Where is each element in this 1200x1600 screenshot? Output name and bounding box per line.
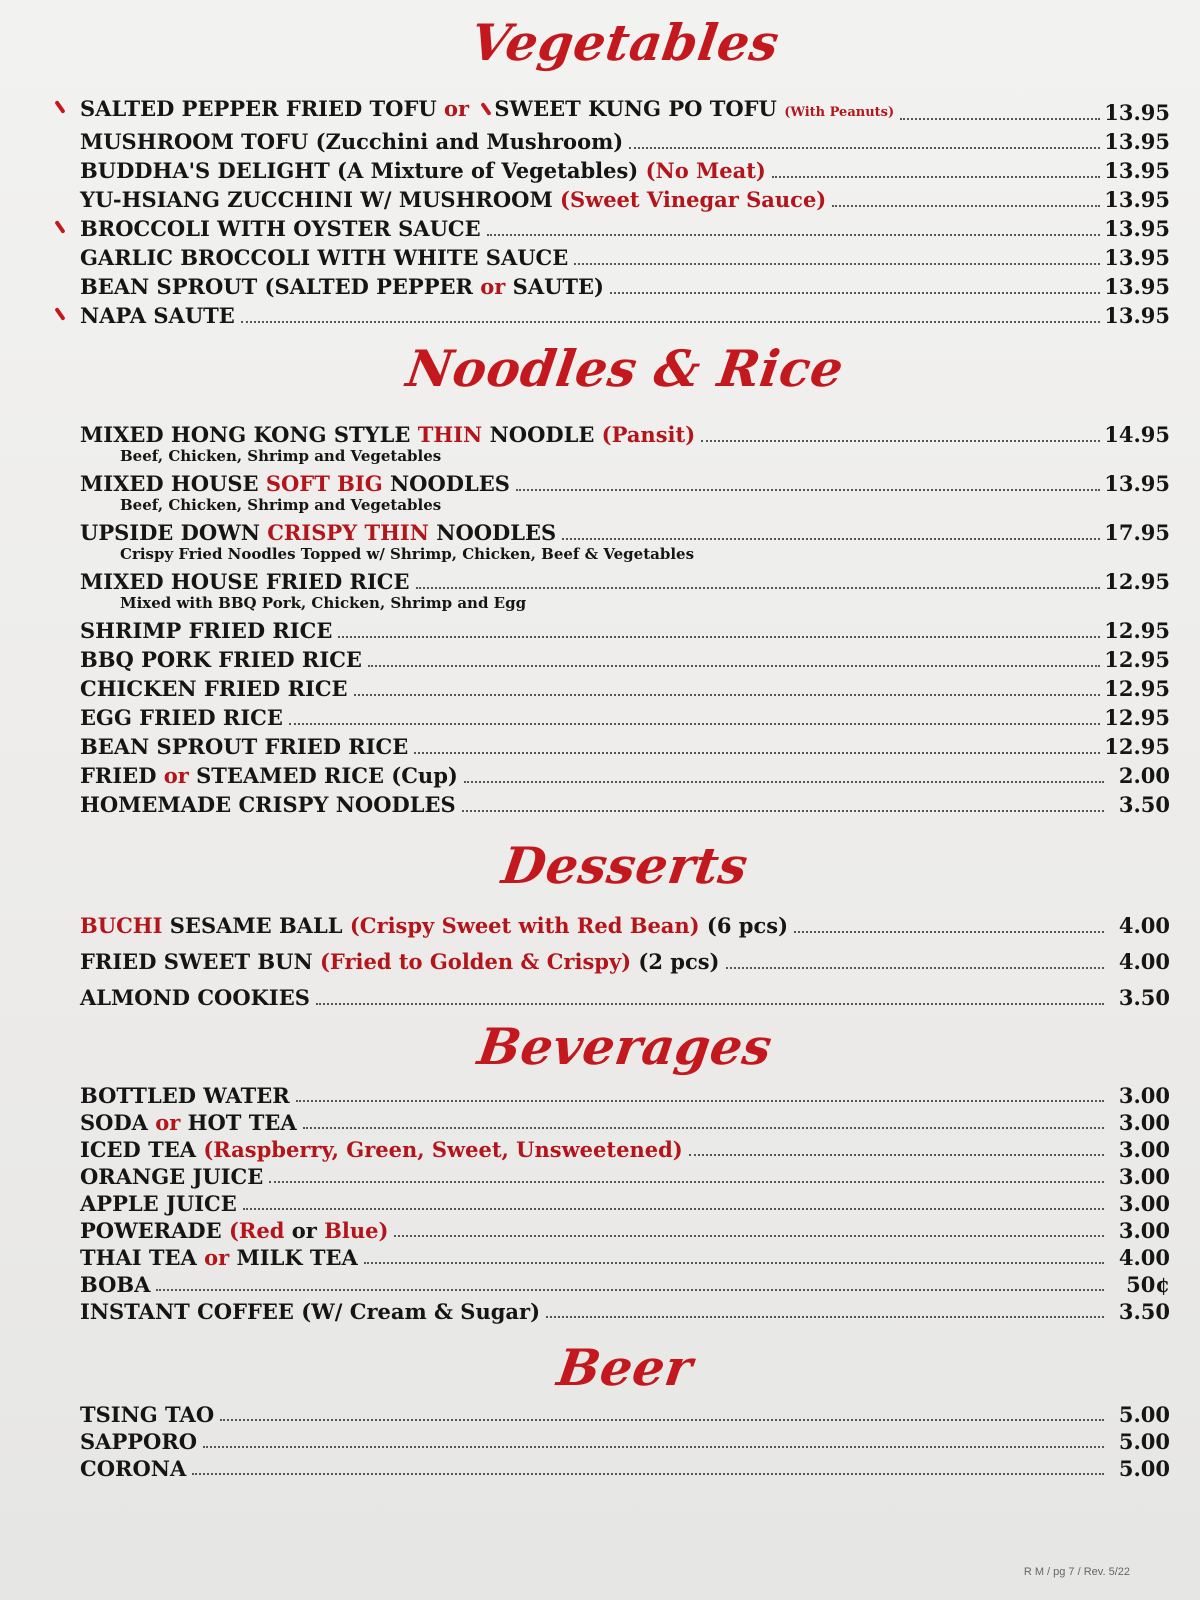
menu-item-name-part: EGG FRIED RICE bbox=[80, 705, 283, 730]
menu-item-price: 13.95 bbox=[1104, 471, 1170, 496]
menu-item-row bbox=[80, 1298, 1170, 1325]
menu-item-name bbox=[80, 1455, 186, 1482]
menu-item-name-part: NAPA SAUTE bbox=[80, 303, 235, 328]
menu-item-name-part: Blue) bbox=[324, 1218, 389, 1243]
menu-item-name-part: SHRIMP FRIED RICE bbox=[80, 618, 333, 643]
menu-item-name-part: SAPPORO bbox=[80, 1429, 198, 1454]
menu-item bbox=[80, 1244, 1170, 1271]
menu-item-price: 3.00 bbox=[1118, 1218, 1170, 1243]
menu-item-name-part: NOODLES bbox=[436, 520, 557, 545]
menu-item bbox=[80, 761, 1170, 790]
menu-item-name-part: (Fried to Golden & Crispy) bbox=[319, 949, 639, 974]
menu-item-name-part: SALTED PEPPER FRIED TOFU bbox=[80, 96, 444, 121]
menu-item-row bbox=[80, 1217, 1170, 1244]
revision-note: R M / pg 7 / Rev. 5/22 bbox=[1023, 1566, 1130, 1578]
menu-item-name bbox=[80, 616, 332, 645]
menu-item-row bbox=[80, 272, 1170, 301]
menu-item-name bbox=[80, 645, 362, 674]
menu-item-price: 3.00 bbox=[1118, 1164, 1170, 1189]
menu-item-name-part: INSTANT COFFEE (W/ Cream & Sugar) bbox=[80, 1299, 541, 1324]
menu-item-name-part: or bbox=[443, 96, 477, 121]
menu-item-name-part: (Raspberry, Green, Sweet, Unsweetened) bbox=[203, 1137, 683, 1162]
menu-item-price: 12.95 bbox=[1104, 676, 1170, 701]
menu-item-row bbox=[80, 94, 1170, 127]
dot-leader bbox=[574, 263, 1100, 265]
menu-item-price: 50¢ bbox=[1126, 1272, 1170, 1297]
menu-item-name-part: (6 pcs) bbox=[706, 913, 789, 938]
menu-item-name-part: SODA bbox=[80, 1110, 156, 1135]
item-list bbox=[80, 1401, 1170, 1482]
menu-item-name-part: ALMOND COOKIES bbox=[80, 985, 310, 1010]
menu-item-row bbox=[80, 567, 1170, 596]
dot-leader bbox=[192, 1473, 1104, 1475]
dot-leader bbox=[296, 1100, 1104, 1102]
menu-item-name-part: BEAN SPROUT (SALTED PEPPER bbox=[80, 274, 481, 299]
menu-item-name bbox=[80, 1244, 358, 1271]
menu-item-name-part: FRIED bbox=[80, 763, 164, 788]
menu-item-price: 3.50 bbox=[1118, 985, 1170, 1010]
dot-leader bbox=[701, 440, 1100, 442]
menu-item-price: 3.00 bbox=[1118, 1083, 1170, 1108]
menu-item bbox=[80, 518, 1170, 563]
menu-item-price: 13.95 bbox=[1104, 245, 1170, 270]
menu-item-row bbox=[80, 616, 1170, 645]
menu-item-name-part: MIXED HONG KONG STYLE bbox=[80, 422, 418, 447]
menu-item-name bbox=[80, 1428, 197, 1455]
menu-item-row bbox=[80, 645, 1170, 674]
menu-item-row bbox=[80, 703, 1170, 732]
menu-item-price: 13.95 bbox=[1104, 274, 1170, 299]
section-title: Desserts bbox=[498, 836, 752, 895]
menu-item-row bbox=[80, 420, 1170, 449]
menu-item-name-part: (No Meat) bbox=[645, 158, 766, 183]
menu-item-name-part: HOMEMADE CRISPY NOODLES bbox=[80, 792, 456, 817]
menu-item-name-part: BUDDHA'S DELIGHT (A Mixture of Vegetables) bbox=[80, 158, 646, 183]
menu-item-name-part: or bbox=[480, 274, 513, 299]
menu-item bbox=[80, 420, 1170, 465]
menu-item bbox=[80, 1136, 1170, 1163]
menu-item-name bbox=[80, 1082, 290, 1109]
menu-item-name bbox=[80, 983, 310, 1012]
menu-item-name bbox=[80, 156, 766, 185]
menu-item bbox=[80, 1271, 1170, 1298]
menu-item-name-part: MIXED HOUSE FRIED RICE bbox=[80, 569, 410, 594]
item-list bbox=[80, 1082, 1170, 1325]
menu-item-row bbox=[80, 1082, 1170, 1109]
menu-item-name bbox=[80, 790, 456, 819]
menu-item bbox=[80, 1455, 1170, 1482]
menu-item-name bbox=[80, 243, 568, 272]
menu-item-price: 13.95 bbox=[1104, 303, 1170, 328]
dot-leader bbox=[303, 1127, 1104, 1129]
menu-item-row bbox=[80, 1401, 1170, 1428]
item-list bbox=[80, 94, 1170, 330]
menu-item-name-part: NOODLE bbox=[489, 422, 602, 447]
dot-leader bbox=[629, 147, 1100, 149]
menu-item-name-part: APPLE JUICE bbox=[80, 1191, 237, 1216]
menu-item-row bbox=[80, 156, 1170, 185]
menu-item-name-part: (With Peanuts) bbox=[784, 105, 895, 120]
menu-item-description: Crispy Fried Noodles Topped w/ Shrimp, Chicken, Beef & Vegetables bbox=[120, 545, 695, 563]
menu-item-price: 3.00 bbox=[1118, 1110, 1170, 1135]
menu-item-name-part: (Sweet Vinegar Sauce) bbox=[560, 187, 827, 212]
menu-item-price: 12.95 bbox=[1104, 647, 1170, 672]
menu-item-name-part: MUSHROOM TOFU (Zucchini and Mushroom) bbox=[80, 129, 624, 154]
menu-item-name-part: or bbox=[155, 1110, 188, 1135]
menu-item-name bbox=[80, 301, 235, 330]
menu-item bbox=[80, 94, 1170, 127]
section-title: Beverages bbox=[474, 1017, 776, 1076]
menu-item-name-part: FRIED SWEET BUN bbox=[80, 949, 320, 974]
menu-item-price: 3.00 bbox=[1118, 1137, 1170, 1162]
menu-item-name-part: THIN bbox=[417, 422, 490, 447]
dot-leader bbox=[546, 1316, 1104, 1318]
menu-item-name-part: GARLIC BROCCOLI WITH WHITE SAUCE bbox=[80, 245, 569, 270]
menu-item bbox=[80, 1190, 1170, 1217]
menu-item-name-part: SAUTE) bbox=[512, 274, 604, 299]
dot-leader bbox=[243, 1208, 1104, 1210]
dot-leader bbox=[338, 636, 1100, 638]
menu-item-price: 4.00 bbox=[1118, 913, 1170, 938]
menu-item-row bbox=[80, 1244, 1170, 1271]
dot-leader bbox=[354, 694, 1101, 696]
section-title: Vegetables bbox=[467, 13, 783, 72]
menu-item-name-part: (2 pcs) bbox=[638, 949, 720, 974]
menu-item bbox=[80, 301, 1170, 330]
menu-item-name-part: SWEET KUNG PO TOFU bbox=[494, 96, 785, 121]
menu-item-name-part: POWERADE bbox=[80, 1218, 229, 1243]
menu-item-price: 5.00 bbox=[1118, 1402, 1170, 1427]
menu-item-name-part: ORANGE JUICE bbox=[80, 1164, 264, 1189]
menu-item-row bbox=[80, 469, 1170, 498]
menu-item-name bbox=[80, 703, 283, 732]
menu-item-price: 5.00 bbox=[1118, 1429, 1170, 1454]
menu-item-name-part: SESAME BALL bbox=[169, 913, 350, 938]
menu-item-price: 3.50 bbox=[1118, 1299, 1170, 1324]
menu-item bbox=[80, 732, 1170, 761]
menu-item bbox=[80, 674, 1170, 703]
dot-leader bbox=[794, 931, 1104, 933]
menu-item-name-part: or bbox=[163, 763, 197, 788]
section-vegetables bbox=[80, 13, 1170, 330]
menu-item-name bbox=[80, 518, 556, 547]
dot-leader bbox=[487, 234, 1101, 236]
item-list bbox=[80, 420, 1170, 819]
menu-item bbox=[80, 156, 1170, 185]
menu-item-price: 5.00 bbox=[1118, 1456, 1170, 1481]
menu-item-name bbox=[80, 214, 481, 243]
menu-item-name bbox=[80, 420, 695, 449]
menu-item bbox=[80, 983, 1170, 1012]
menu-item-description: Mixed with BBQ Pork, Chicken, Shrimp and Egg bbox=[120, 594, 527, 612]
dot-leader bbox=[414, 752, 1100, 754]
menu-item bbox=[80, 1109, 1170, 1136]
menu-item-name bbox=[80, 185, 826, 214]
menu-item-price: 3.50 bbox=[1118, 792, 1170, 817]
menu-item-name-part: STEAMED RICE (Cup) bbox=[196, 763, 458, 788]
menu-item-name bbox=[80, 469, 510, 498]
dot-leader bbox=[689, 1154, 1104, 1156]
menu-item-row bbox=[80, 1428, 1170, 1455]
menu-item bbox=[80, 1298, 1170, 1325]
menu-item bbox=[80, 1163, 1170, 1190]
menu-item bbox=[80, 1217, 1170, 1244]
menu-item-price: 4.00 bbox=[1118, 949, 1170, 974]
menu-item-name-part: or bbox=[291, 1218, 325, 1243]
menu-item-price: 12.95 bbox=[1104, 734, 1170, 759]
menu-item-price: 14.95 bbox=[1104, 422, 1170, 447]
menu-item-price: 13.95 bbox=[1104, 129, 1170, 154]
menu-item-name-part: UPSIDE DOWN bbox=[80, 520, 268, 545]
menu-item-row bbox=[80, 732, 1170, 761]
dot-leader bbox=[562, 538, 1100, 540]
menu-item bbox=[80, 645, 1170, 674]
menu-item-row bbox=[80, 911, 1170, 940]
menu-item-row bbox=[80, 674, 1170, 703]
menu-item bbox=[80, 185, 1170, 214]
menu-item bbox=[80, 567, 1170, 612]
menu-item-row bbox=[80, 301, 1170, 330]
dot-leader bbox=[203, 1446, 1104, 1448]
section-desserts bbox=[80, 836, 1170, 1012]
dot-leader bbox=[900, 118, 1100, 120]
dot-leader bbox=[832, 205, 1100, 207]
menu-item-price: 3.00 bbox=[1118, 1191, 1170, 1216]
dot-leader bbox=[726, 967, 1105, 969]
dot-leader bbox=[516, 489, 1100, 491]
section-beer bbox=[80, 1338, 1170, 1482]
menu-item-name bbox=[80, 732, 408, 761]
menu-item-name bbox=[80, 1190, 237, 1217]
menu-item-name-part: HOT TEA bbox=[187, 1110, 297, 1135]
dot-leader bbox=[368, 665, 1100, 667]
menu-item bbox=[80, 127, 1170, 156]
menu-item-name-part: TSING TAO bbox=[80, 1402, 215, 1427]
menu-item-price: 12.95 bbox=[1104, 618, 1170, 643]
menu-item-name bbox=[80, 1298, 540, 1325]
menu-item-price: 12.95 bbox=[1104, 569, 1170, 594]
menu-item-name bbox=[80, 761, 458, 790]
menu-item bbox=[80, 911, 1170, 940]
dot-leader bbox=[416, 587, 1101, 589]
menu-item-row bbox=[80, 1163, 1170, 1190]
section-title: Noodles & Rice bbox=[402, 339, 848, 398]
menu-item-name-part: BOTTLED WATER bbox=[80, 1083, 290, 1108]
dot-leader bbox=[364, 1262, 1104, 1264]
spicy-pepper-icon bbox=[54, 220, 65, 234]
dot-leader bbox=[220, 1419, 1104, 1421]
dot-leader bbox=[269, 1181, 1104, 1183]
menu-item-price: 4.00 bbox=[1118, 1245, 1170, 1270]
menu-item-name bbox=[80, 1136, 683, 1163]
dot-leader bbox=[241, 321, 1100, 323]
menu-item-name-part: CORONA bbox=[80, 1456, 187, 1481]
menu-item-price: 13.95 bbox=[1104, 216, 1170, 241]
menu-item-name bbox=[80, 1271, 150, 1298]
section-noodles-rice bbox=[80, 339, 1170, 819]
menu-item-name-part: CHICKEN FRIED RICE bbox=[80, 676, 348, 701]
menu-item bbox=[80, 703, 1170, 732]
menu-item-price: 13.95 bbox=[1104, 158, 1170, 183]
menu-item-name-part: (Red bbox=[228, 1218, 292, 1243]
menu-item bbox=[80, 272, 1170, 301]
menu-item bbox=[80, 1428, 1170, 1455]
menu-item-row bbox=[80, 518, 1170, 547]
menu-item bbox=[80, 469, 1170, 514]
menu-item-name bbox=[80, 94, 894, 127]
dot-leader bbox=[316, 1003, 1104, 1005]
menu-item-name-part: BEAN SPROUT FRIED RICE bbox=[80, 734, 409, 759]
menu-item bbox=[80, 243, 1170, 272]
menu-item-row bbox=[80, 1109, 1170, 1136]
menu-item-description: Beef, Chicken, Shrimp and Vegetables bbox=[120, 496, 442, 514]
menu-item-price: 17.95 bbox=[1104, 520, 1170, 545]
menu-item-price: 2.00 bbox=[1118, 763, 1170, 788]
section-title: Beer bbox=[553, 1338, 697, 1397]
menu-item-name-part: MILK TEA bbox=[236, 1245, 358, 1270]
menu-item bbox=[80, 1401, 1170, 1428]
item-list bbox=[80, 911, 1170, 1012]
menu-item bbox=[80, 790, 1170, 819]
menu-item-name bbox=[80, 1163, 263, 1190]
menu-item-price: 13.95 bbox=[1104, 187, 1170, 212]
section-beverages bbox=[80, 1017, 1170, 1325]
menu-item-name bbox=[80, 567, 410, 596]
menu-item-name bbox=[80, 911, 788, 940]
menu-item-row bbox=[80, 214, 1170, 243]
menu-item bbox=[80, 214, 1170, 243]
menu-item-row bbox=[80, 1136, 1170, 1163]
dot-leader bbox=[610, 292, 1100, 294]
menu-item-name bbox=[80, 272, 604, 301]
menu-item-name-part: CRISPY THIN bbox=[267, 520, 437, 545]
menu-item-price: 12.95 bbox=[1104, 705, 1170, 730]
menu-item-price: 13.95 bbox=[1104, 100, 1170, 125]
menu-item bbox=[80, 947, 1170, 976]
menu-item-name-part: YU-HSIANG ZUCCHINI W/ MUSHROOM bbox=[80, 187, 561, 212]
menu-item-name-part: BROCCOLI WITH OYSTER SAUCE bbox=[80, 216, 481, 241]
menu-item-row bbox=[80, 185, 1170, 214]
menu-item-row bbox=[80, 761, 1170, 790]
menu-item-row bbox=[80, 1455, 1170, 1482]
menu-item-row bbox=[80, 947, 1170, 976]
spicy-pepper-icon bbox=[54, 100, 65, 114]
menu-item-row bbox=[80, 1271, 1170, 1298]
dot-leader bbox=[156, 1289, 1104, 1291]
dot-leader bbox=[394, 1235, 1104, 1237]
menu-item bbox=[80, 1082, 1170, 1109]
dot-leader bbox=[772, 176, 1100, 178]
menu-item-name bbox=[80, 1217, 388, 1244]
spicy-pepper-icon bbox=[54, 307, 65, 321]
menu-item-name-part: BUCHI bbox=[80, 913, 170, 938]
menu-item-name-part: NOODLES bbox=[389, 471, 510, 496]
dot-leader bbox=[289, 723, 1100, 725]
menu-item-row bbox=[80, 127, 1170, 156]
menu-item-name-part: (Crispy Sweet with Red Bean) bbox=[349, 913, 707, 938]
menu-item-name-part: MIXED HOUSE bbox=[80, 471, 266, 496]
menu-item-name bbox=[80, 1401, 214, 1428]
menu-item-name-part: BOBA bbox=[80, 1272, 151, 1297]
dot-leader bbox=[464, 781, 1104, 783]
menu-item-name-part: ICED TEA bbox=[80, 1137, 204, 1162]
menu-item-row bbox=[80, 983, 1170, 1012]
menu-item-description: Beef, Chicken, Shrimp and Vegetables bbox=[120, 447, 442, 465]
menu-item-name-part: or bbox=[204, 1245, 237, 1270]
menu-item-row bbox=[80, 1190, 1170, 1217]
menu-item-name bbox=[80, 674, 348, 703]
dot-leader bbox=[462, 810, 1104, 812]
menu-item-row bbox=[80, 790, 1170, 819]
menu-item bbox=[80, 616, 1170, 645]
menu-item-name-part: BBQ PORK FRIED RICE bbox=[80, 647, 362, 672]
menu-item-name bbox=[80, 947, 720, 976]
menu-item-name-part: SOFT BIG bbox=[265, 471, 390, 496]
spicy-pepper-icon bbox=[481, 102, 492, 116]
menu-item-row bbox=[80, 243, 1170, 272]
menu-item-name bbox=[80, 1109, 297, 1136]
menu-item-name-part: (Pansit) bbox=[601, 422, 696, 447]
menu-item-name bbox=[80, 127, 623, 156]
menu-item-name-part: THAI TEA bbox=[80, 1245, 205, 1270]
